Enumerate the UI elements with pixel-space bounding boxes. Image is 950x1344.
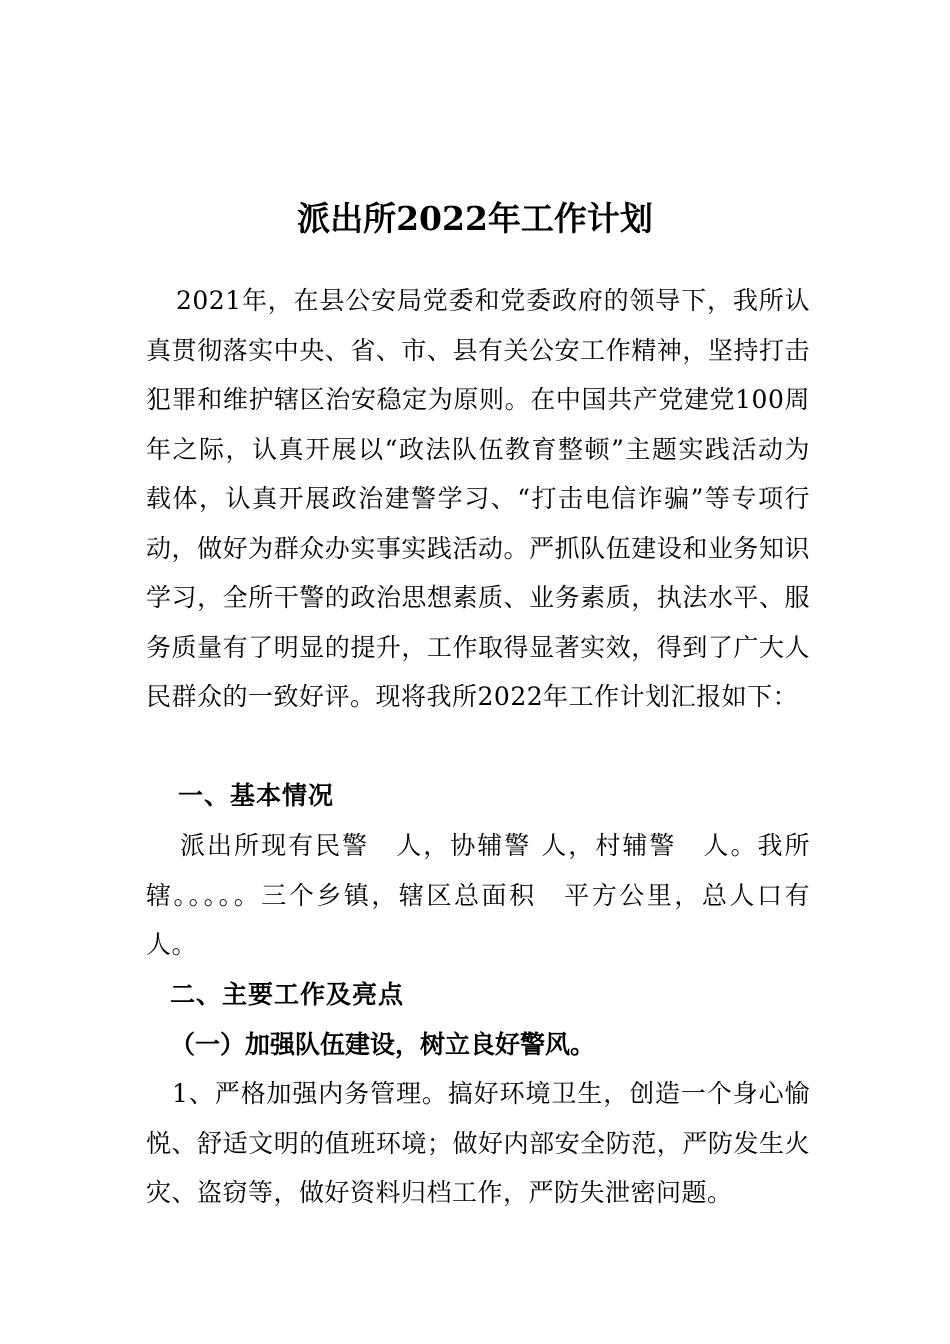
document-title: 派出所2022年工作计划: [297, 199, 653, 239]
subsection-heading-team-building: （一）加强队伍建设，树立良好警风。: [170, 1030, 596, 1059]
intro-paragraph: 2021年，在县公安局党委和党委政府的领导下，我所认真贯彻落实中央、省、市、县有关公安工作精神，坚持打击犯罪和维护辖区治安稳定为原则。在中国共产党建党100周年之际，认真开展以“政法队伍教育整顿”主题实践活动为载体，认真开展政治建警学习、“打击电信诈骗”等专项行动，做好为群众办实事实践活动。严抓队伍建设和业务知识学习，全所干警的政治思想素质、业务素质，执法水平、服务质量有了明显的提升，工作取得显著实效，得到了广大人民群众的一致好评。现将我所2022年工作计划汇报如下：: [146, 286, 810, 711]
section-heading-basic-situation: 一、基本情况: [178, 781, 335, 810]
section-heading-main-work: 二、主要工作及亮点: [170, 980, 405, 1009]
item-1-paragraph: 1、严格加强内务管理。搞好环境卫生，创造一个身心愉悦、舒适文明的值班环境；做好内部安全防范，严防发生火灾、盗窃等，做好资料归档工作，严防失泄密问题。: [146, 1079, 810, 1207]
basic-situation-paragraph: 派出所现有民警 人，协辅警 人，村辅警 人。我所辖。。。。。三个乡镇，辖区总面积 平方公里，总人口有 人。: [146, 831, 836, 959]
